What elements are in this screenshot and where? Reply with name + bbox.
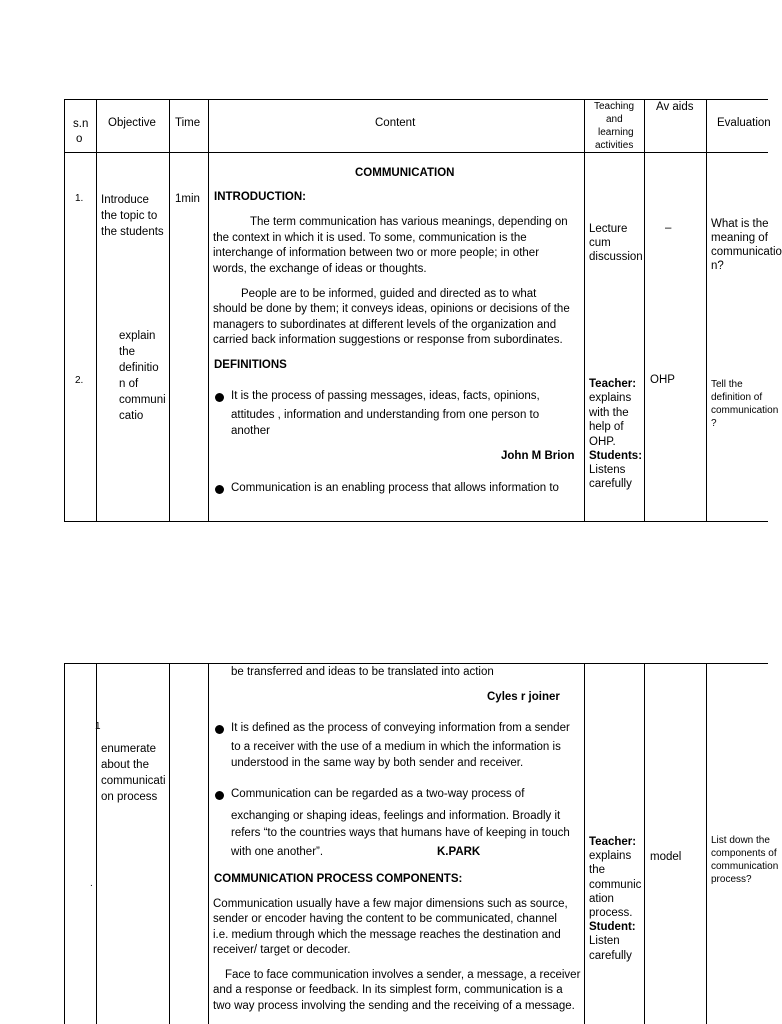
author-name: Cyles r joiner (487, 691, 560, 703)
activity-text: Listens (589, 464, 626, 476)
content-text: two way process involving the sending and the receiving of a message. (213, 1000, 575, 1012)
objective-text: explain (119, 330, 156, 342)
content-text: interchange of information between two or more people; in other (213, 247, 540, 259)
content-text: It is defined as the process of conveying information from a sender (231, 722, 570, 734)
header-objective: Objective (108, 117, 156, 129)
activity-text: explains (589, 850, 632, 862)
header-sno: s.n (73, 118, 89, 130)
table-border (208, 663, 209, 1024)
header-evaluation: Evaluation (717, 117, 771, 129)
activity-text: the (589, 864, 605, 876)
evaluation-text: process? (711, 874, 752, 885)
header-time: Time (175, 117, 201, 129)
objective-text: communi (119, 394, 166, 406)
objective-text: n of (119, 378, 139, 390)
objective-text: about the (101, 759, 149, 771)
definitions-title: DEFINITIONS (214, 359, 287, 371)
evaluation-text: What is the (711, 218, 769, 230)
content-text: Face to face communication involves a sender, a message, a receiver (225, 969, 581, 981)
intro-title: INTRODUCTION: (214, 191, 306, 203)
evaluation-text: definition of (711, 392, 763, 403)
objective-text: enumerate (101, 743, 156, 755)
activity-text: carefully (589, 478, 632, 490)
content-text: The term communication has various meanings, depending on (250, 216, 568, 228)
objective-text: catio (119, 410, 144, 422)
evaluation-text: n? (711, 260, 724, 272)
objective-text: the topic to (101, 210, 158, 222)
table-border (169, 663, 170, 1024)
objective-mark: 1 (95, 721, 101, 732)
table-border (706, 663, 707, 1024)
objective-text: the (119, 346, 135, 358)
evaluation-text: communication (711, 405, 779, 416)
av-aid-text: model (650, 851, 682, 863)
objective-text: communicati (101, 775, 166, 787)
table-border (644, 663, 645, 1024)
activity-label: Teacher: (589, 836, 637, 848)
content-text: refers “to the countries ways that humans have of keeping in touch (231, 827, 570, 839)
row-number: 1. (75, 193, 84, 204)
header-teaching: Teaching (594, 101, 635, 112)
activity-text: process. (589, 907, 633, 919)
activity-text: communic (589, 879, 642, 891)
evaluation-text: components of (711, 848, 777, 859)
table-border (584, 663, 585, 1024)
evaluation-text: ? (711, 418, 717, 429)
content-text: should be done by them; it conveys ideas, opinions or decisions of the (213, 303, 570, 315)
activity-text: ation (589, 893, 614, 905)
activity-text: Lecture (589, 223, 628, 235)
content-text: People are to be informed, guided and directed as to what (241, 288, 537, 300)
activity-text: cum (589, 237, 611, 249)
table-border (96, 99, 97, 522)
header-content: Content (375, 117, 416, 129)
objective-text: Introduce (101, 194, 149, 206)
content-text: receiver/ target or decoder. (213, 944, 351, 956)
table-border (169, 99, 170, 522)
bullet-icon (215, 485, 224, 494)
header-teaching: activities (595, 140, 634, 151)
bullet-icon (215, 791, 224, 800)
bullet-icon (215, 725, 224, 734)
activity-text: discussion (589, 251, 643, 263)
content-text: Communication usually have a few major dimensions such as source, (213, 898, 568, 910)
content-text: be transferred and ideas to be translated into action (231, 666, 494, 678)
table-border (706, 99, 707, 522)
header-teaching: and (606, 114, 623, 125)
objective-text: definitio (119, 362, 159, 374)
activity-text: carefully (589, 950, 632, 962)
section-title: COMMUNICATION PROCESS COMPONENTS: (214, 873, 463, 885)
activity-label: Student: (589, 921, 636, 933)
content-text: with one another”. (231, 846, 324, 858)
content-text: sender or encoder having the content to be communicated, channel (213, 913, 557, 925)
activity-text: Listen (589, 935, 620, 947)
content-text: understood in the same way by both sender and receiver. (231, 757, 524, 769)
activity-label: Students: (589, 450, 643, 462)
table-border (584, 99, 585, 522)
content-text: It is the process of passing messages, ideas, facts, opinions, (231, 390, 540, 402)
content-text: exchanging or shaping ideas, feelings and information. Broadly it (231, 810, 561, 822)
table-border (644, 99, 645, 522)
content-text: another (231, 425, 271, 437)
objective-text: on process (101, 791, 158, 803)
activity-label: Teacher: (589, 378, 637, 390)
content-heading: COMMUNICATION (355, 167, 455, 179)
row-number: . (90, 878, 93, 889)
table-border (96, 663, 97, 1024)
content-text: managers to subordinates at different levels of the organization and (213, 319, 557, 331)
content-text: attitudes , information and understanding from one person to (231, 409, 540, 421)
table-border (208, 99, 209, 522)
bullet-icon (215, 393, 224, 402)
activity-text: explains (589, 392, 632, 404)
content-text: words, the exchange of ideas or thoughts. (213, 263, 427, 275)
objective-text: the students (101, 226, 164, 238)
evaluation-text: communicatio (711, 246, 782, 258)
content-text: i.e. medium through which the message reaches the destination and (213, 929, 561, 941)
header-teaching: learning (598, 127, 634, 138)
content-text: to a receiver with the use of a medium in which the information is (231, 741, 561, 753)
author-name: John M Brion (501, 450, 575, 462)
content-text: carried back information suggestions or response from subordinates. (213, 334, 563, 346)
author-name: K.PARK (437, 846, 481, 858)
activity-text: help of (589, 421, 624, 433)
time-text: 1min (175, 193, 200, 205)
av-aid-text: – (665, 222, 672, 234)
content-text: the context in which it is used. To some, communication is the (213, 232, 527, 244)
activity-text: with the (589, 407, 629, 419)
row-number: 2. (75, 375, 84, 386)
content-text: Communication can be regarded as a two-way process of (231, 788, 525, 800)
table-border (64, 663, 65, 1024)
table-border (64, 99, 65, 522)
evaluation-text: Tell the (711, 379, 743, 390)
content-text: Communication is an enabling process that allows information to (231, 482, 559, 494)
evaluation-text: List down the (711, 835, 770, 846)
evaluation-text: meaning of (711, 232, 768, 244)
content-text: and a response or feedback. In its simplest form, communication is a (213, 984, 563, 996)
header-sno: o (76, 133, 83, 145)
activity-text: OHP. (589, 436, 616, 448)
av-aid-text: OHP (650, 374, 675, 386)
evaluation-text: communication (711, 861, 779, 872)
header-av-aids: Av aids (656, 101, 694, 113)
